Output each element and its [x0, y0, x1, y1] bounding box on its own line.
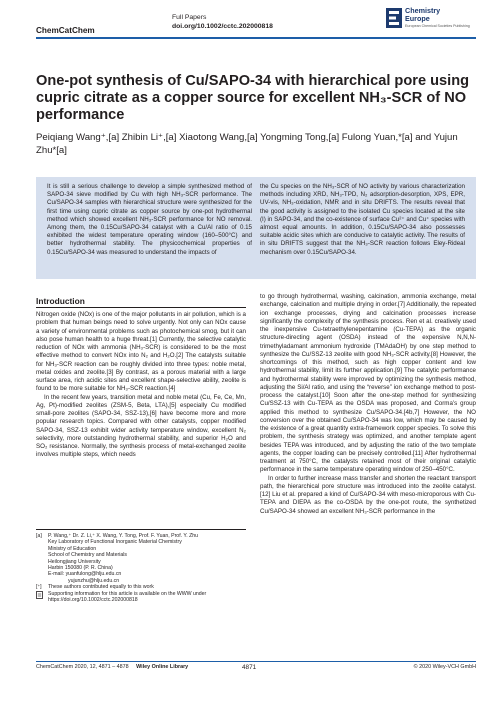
- address-line: Heilongjiang University: [48, 558, 101, 565]
- doi-link[interactable]: doi.org/10.1002/cctc.202000818: [172, 23, 273, 30]
- address-line: Key Laboratory of Functional Inorganic Material Chemistry: [48, 539, 182, 546]
- supporting-info-link[interactable]: Supporting information for this article is available on the WWW under https://doi.org/10.1002/cctc.202000818: [48, 590, 207, 604]
- footnote-mark: [a]: [36, 533, 42, 539]
- footnote-supporting-info: [36, 591, 246, 604]
- copyright: © 2020 Wiley-VCH GmbH: [413, 664, 476, 670]
- header-rule: [36, 37, 476, 39]
- journal-name: ChemCatChem: [36, 26, 95, 35]
- paragraph: Nitrogen oxide (NOx) is one of the major pollutants in air pollution, which is a problem that human beings need to solve urgently. Not only can NOx cause a variety of environmental problems such as photochemical smog, but it can also pose human health to a huge threat.[1] Currently, the selective catalytic reduction of NOx with ammonia (NH₃-SCR) is considered to be the most effective method to convert NOx into N₂ and H₂O.[2] The catalysts suitable for NH₃-SCR reaction can be roughly divided into three types: noble metal, metal oxides and zeolite.[3] By contrast, as a porous material with a large surface area, rich acidic sites and excellent shape-selective ability, zeolite is found to be more suitable for NH₃-SCR reaction.[4]: [36, 311, 246, 393]
- address-line: Harbin 150080 (P. R. China): [48, 565, 113, 572]
- article-type: Full Papers: [172, 14, 207, 21]
- paragraph: In the recent few years, transition metal and noble metal (Cu, Fe, Ce, Mn, Ag, Pt)-modified zeolites (ZSM-5, Beta, LTA),[5] especially Cu modified small-pore zeolites (SAPO-34, SSZ-13),[6] have become more and more popular research topics. Compared with other catalysts, copper modified SAPO-34, SSZ-13 exhibit wider activity temperature window, excellent N₂ selectivity, more outstanding hydrothermal stability, and superior H₂O and SO₂ resistance. Normally, the synthesis process of metal-exchanged zeolite involves multiple steps, which needs: [36, 393, 246, 459]
- chemistry-europe-logo: [386, 6, 476, 36]
- body-left-column: [36, 311, 246, 460]
- paragraph: In order to further increase mass transfer and shorten the reactant transport path, the hierarchical pore structure was introduced into the zeolite catalyst.[12] Liu et al. prepared a kind of Cu/SAPO-34 with meso-microporous with Cu-TEPA and DIEPA as the co-OSDA by the one-pot route, the synthetized Cu/SAPO-34 showed an excellent NH₃-SCR performance in the: [260, 474, 476, 515]
- address-line: School of Chemistry and Materials: [48, 552, 127, 559]
- footnote-text: These authors contributed equally to this work: [48, 584, 154, 591]
- logo-line-2: Europe: [405, 14, 430, 23]
- paragraph: to go through hydrothermal, washing, calcination, ammonia exchange, metal exchange, calcination and multiple drying in order.[7] Additionally, the repeated ion exchange processes, drying and calcination processes increase significantly the complexity of the synthesis process. Ren et al. creatively used the inexpensive Cu-tetraethylenepentamine (Cu-TEPA) as the organic structure-directing agent (OSDA) instead of the expensive N,N,N-trimethyladamant ammonium hydroxide (TMAdaOH) by one step method to synthesize the Cu/SSZ-13 zeolite with good NH₃-SCR activity.[8] However, the shortcomings of this method, such as high copper content and low hydrothermal stability, limit its further application.[9] The catalytic performance and hydrothermal stability were improved by optimizing the synthesis method, adjusting the Si/Al ratio, and using the “reverse” ion exchange method to post-process the catalyst.[10] Soon after the one-step method for synthesizing Cu/SSZ-13 with Cu-TEPA as the OSDA was proposed, and Corma’s group applied this method to synthesize Cu/SAPO-34.[4b,7] However, the NO conversion over the obtained Cu/SAPO-34 was low, which may be caused by the existence of a great quantity extra-framework copper species. To solve this problem, the synthesis strategy was optimized, and another template agent besides TEPA was introduced, and by adjusting the ratio of the two template agents, the copper loading can be precisely controlled.[11] After hydrothermal treatment at 750°C, the catalysts retained most of their original catalytic performance in the same temperature operating window of 250–450°C.: [260, 293, 476, 474]
- citation-text: ChemCatChem 2020, 12, 4871 – 4878: [36, 664, 129, 670]
- logo-line-1: Chemistry: [405, 6, 441, 15]
- footnotes: [36, 529, 246, 603]
- footnote-mark: [⁺]: [36, 584, 42, 591]
- wiley-online-library-link[interactable]: Wiley Online Library: [136, 664, 189, 670]
- article-title: One-pot synthesis of Cu/SAPO-34 with hierarchical pore using cupric citrate as a copper source for excellent NH₃-SCR of NO performance: [36, 73, 470, 123]
- logo-line-3: European Chemical Societies Publishing: [405, 24, 470, 28]
- logo-icon: [386, 8, 402, 28]
- address-line: Ministry of Education: [48, 545, 97, 552]
- document-icon: [36, 591, 48, 604]
- footnote-names: P. Wang,⁺ Dr. Z. Li,⁺ X. Wang, Y. Tong, Prof. F. Yuan, Prof. Y. Zhu: [48, 533, 199, 539]
- author-list: Peiqiang Wang⁺,[a] Zhibin Li⁺,[a] Xiaotong Wang,[a] Yongming Tong,[a] Fulong Yuan,*[a] and Yujun Zhu*[a]: [36, 132, 458, 156]
- section-rule: [36, 307, 246, 308]
- abstract-left: It is still a serious challenge to develop a simple synthesized method of SAPO-34 sieve modified by Cu with high NH₃-SCR performance. The Cu/SAPO-34 samples with hierarchical structure were synthesized for the first time using cupric citrate as copper source by one-pot hydrothermal method which showed excellent NH₃-SCR performance for NO removal. Among them, the 0.15Cu/SAPO-34 catalyst with a Cu/Al ratio of 0.15 exhibited the widest temperature operating window (160–500°C) and better hydrothermal stability. The physicochemical properties of 0.15Cu/SAPO-34 was measured to understand the impacts of: [47, 183, 252, 256]
- abstract-right: the Cu species on the NH₃-SCR of NO activity by various characterization methods including XRD, NH₃-TPD, N₂ adsorption-desorption, XPS, EPR, UV-vis, NH₃-oxidation, NMR and in situ DRIFTS. The results reveal that the good activity is assigned to the isolated Cu species located at the site (I) in SAPO-34, and the co-existence of surface Cu²⁺ and Cu⁺ species with almost equal amounts. In addition, 0.15Cu/SAPO-34 also possesses suitable acidic sites which are conducive to catalytic activity. The results of in situ DRIFTS suggest that the NH₃-SCR reaction follows Eley-Rideal mechanism over 0.15Cu/SAPO-34.: [260, 183, 465, 256]
- footer-citation: [36, 664, 188, 670]
- section-heading-introduction: Introduction: [36, 296, 85, 306]
- article-meta: [172, 13, 273, 31]
- abstract-box: [36, 177, 476, 279]
- email-link[interactable]: yujunzhu@hlju.edu.cn: [68, 577, 120, 584]
- body-right-column: [260, 293, 476, 516]
- email-link[interactable]: E-mail: yuanfulong@hlju.edu.cn: [48, 571, 122, 578]
- page-number: 4871: [242, 664, 257, 671]
- footer-rule: [36, 661, 476, 662]
